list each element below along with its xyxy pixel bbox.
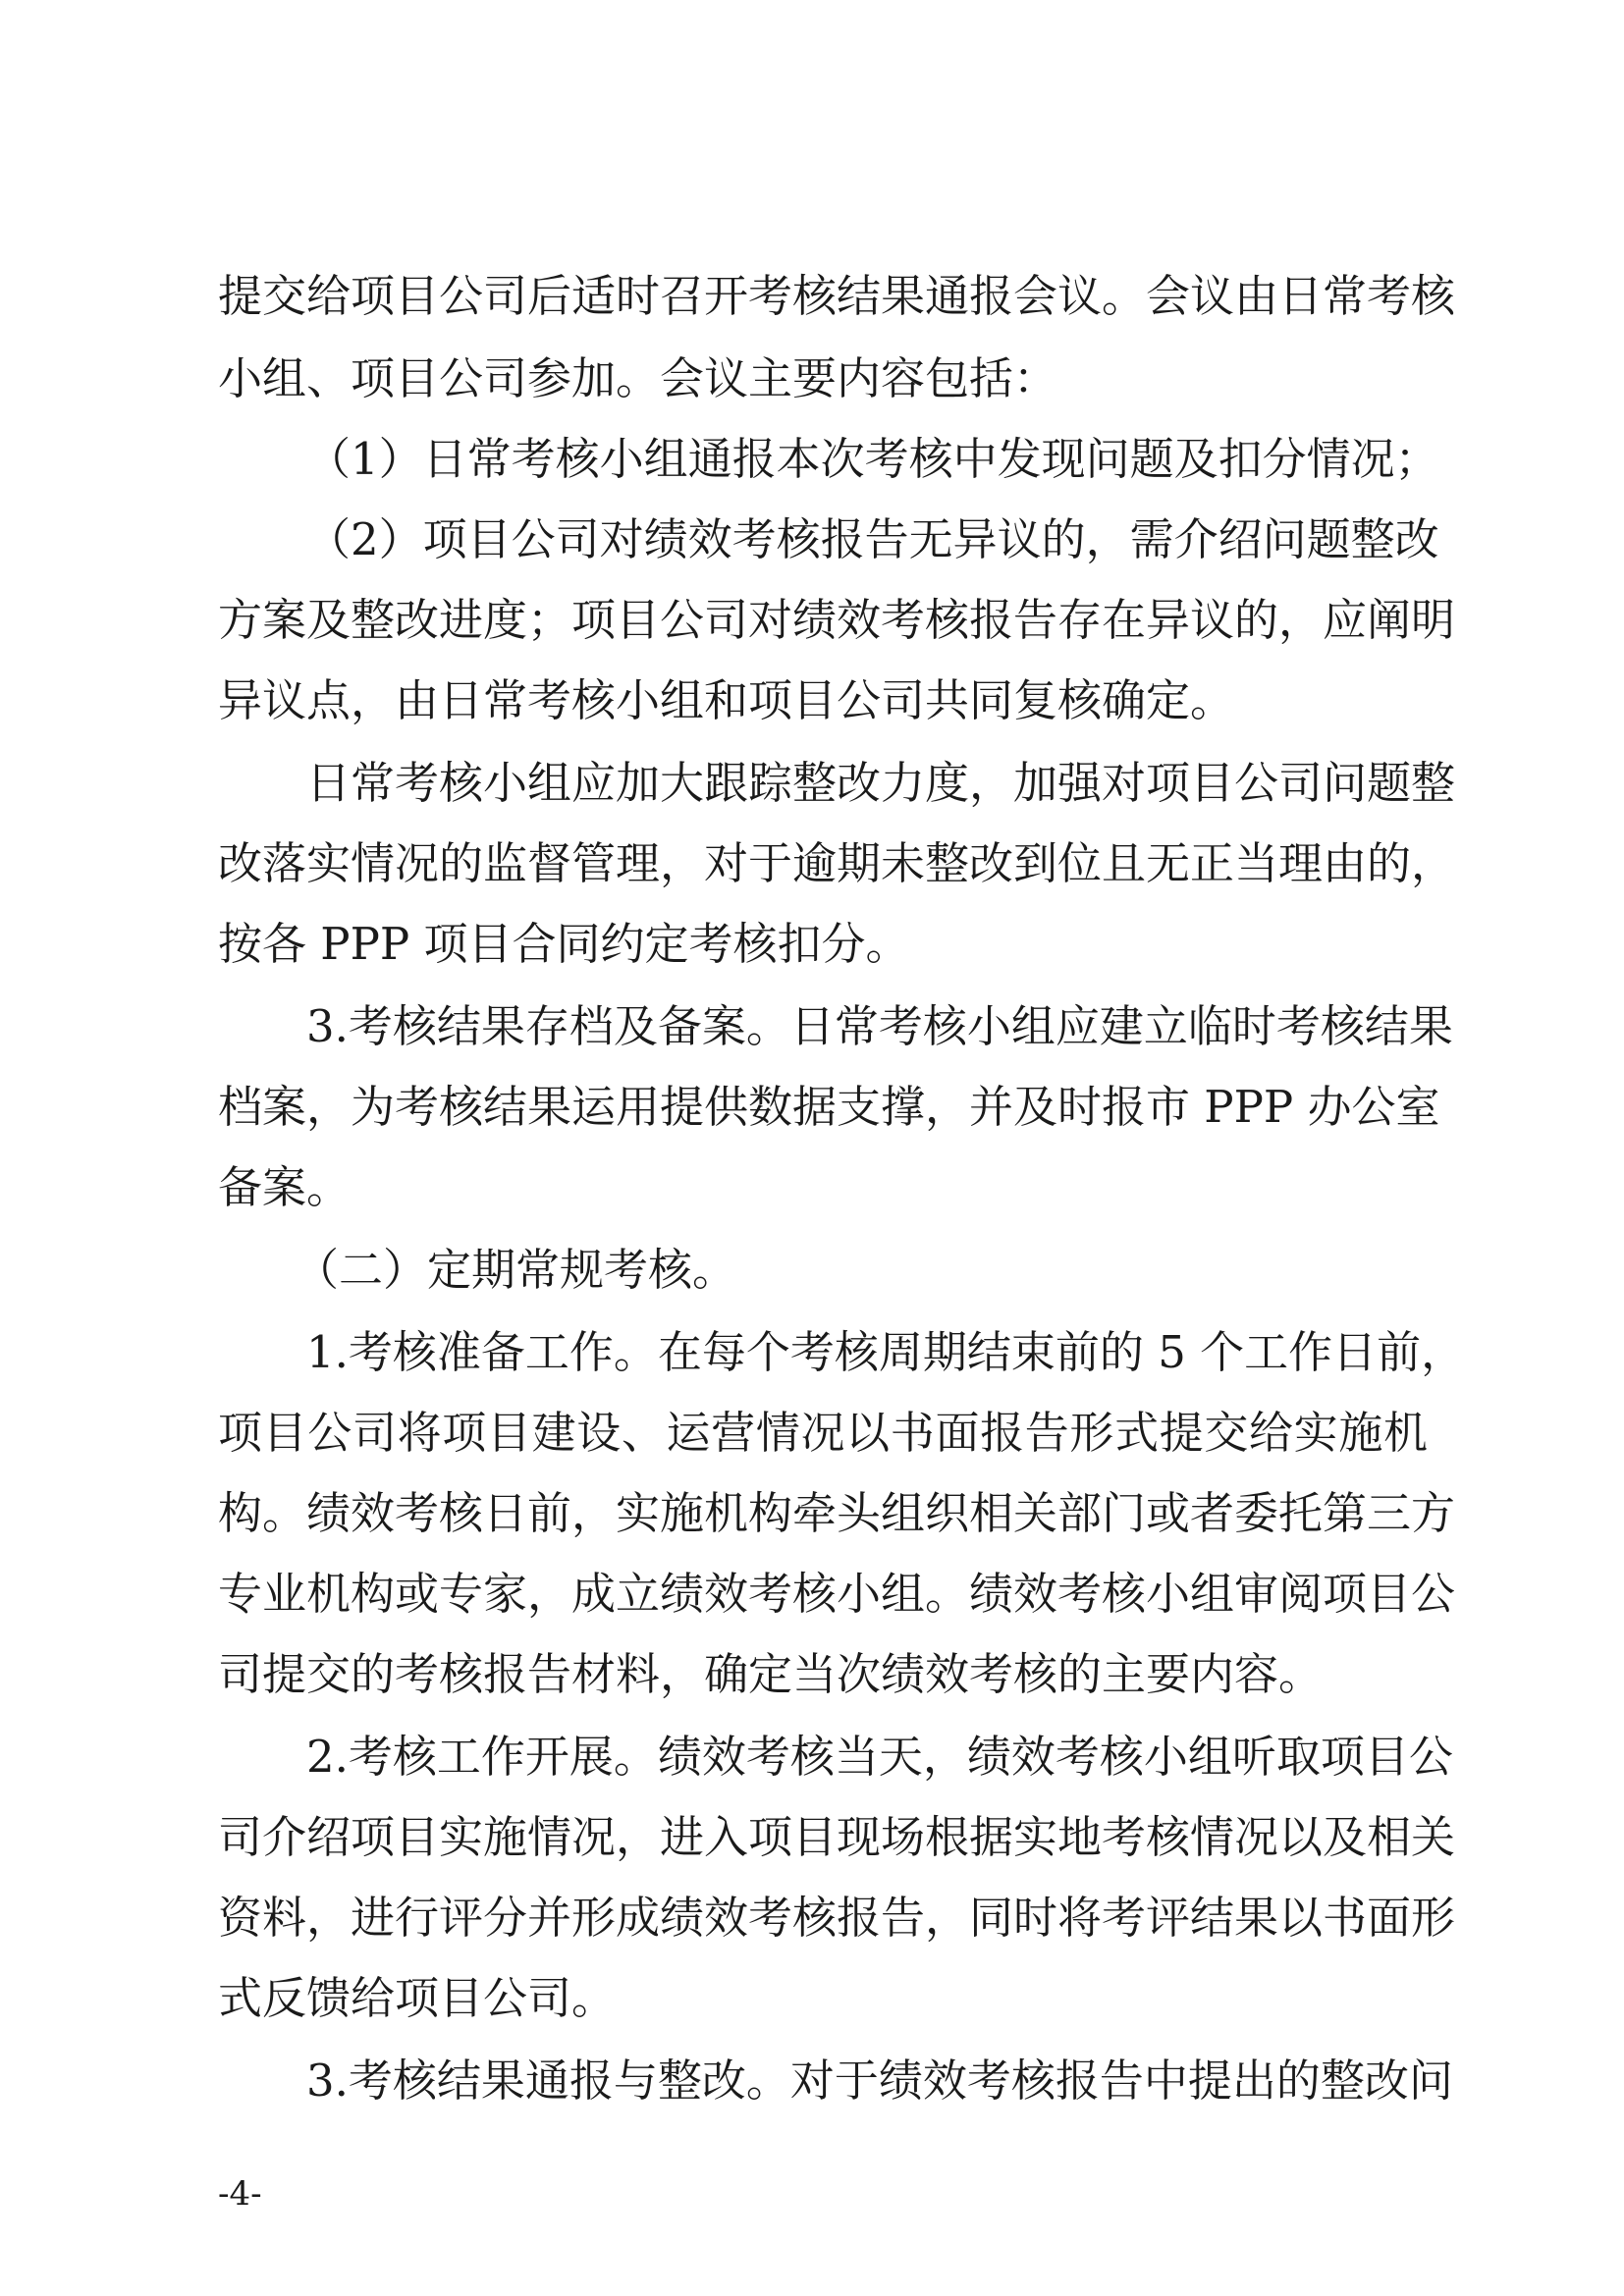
text-line (0, 1313, 1624, 1392)
text-line (0, 988, 1624, 1066)
list-item-text: （1）日常考核小组通报本次考核中发现问题及扣分情况； (306, 433, 1439, 485)
paragraph-text: 档案，为考核结果运用提供数据支撑，并及时报市 PPP 办公室 (218, 1081, 1440, 1133)
text-line (0, 905, 1624, 984)
paragraph-text: 小组、项目公司参加。会议主要内容包括： (218, 352, 1058, 404)
text-line (0, 257, 1624, 336)
page-number: -4- (218, 2174, 262, 2214)
list-item-text: （2）项目公司对绩效考核报告无异议的，需介绍问题整改 (306, 513, 1439, 565)
text-line (0, 581, 1624, 660)
text-line (0, 1394, 1624, 1472)
text-line (0, 1959, 1624, 2038)
paragraph-text: 3.考核结果通报与整改。对于绩效考核报告中提出的整改问 (306, 2055, 1453, 2107)
text-line (0, 662, 1624, 740)
text-line (0, 1231, 1624, 1309)
text-line (0, 420, 1624, 499)
paragraph-text: 1.考核准备工作。在每个考核周期结束前的 5 个工作日前， (306, 1326, 1466, 1378)
paragraph-text: 异议点，由日常考核小组和项目公司共同复核确定。 (218, 674, 1235, 726)
text-line (0, 1635, 1624, 1714)
text-line (0, 1474, 1624, 1553)
paragraph-text: 构。绩效考核日前，实施机构牵头组织相关部门或者委托第三方 (218, 1487, 1456, 1539)
paragraph-text: 日常考核小组应加大跟踪整改力度，加强对项目公司问题整 (306, 757, 1456, 809)
paragraph-text: 改落实情况的监督管理，对于逾期未整改到位且无正当理由的， (218, 837, 1456, 889)
text-line (0, 501, 1624, 579)
text-line (0, 1879, 1624, 1957)
paragraph-text: 司介绍项目实施情况，进入项目现场根据实地考核情况以及相关 (218, 1811, 1456, 1863)
text-line (0, 2042, 1624, 2120)
paragraph-text: 司提交的考核报告材料，确定当次绩效考核的主要内容。 (218, 1648, 1324, 1700)
paragraph-text: 专业机构或专家，成立绩效考核小组。绩效考核小组审阅项目公 (218, 1568, 1456, 1620)
text-line (0, 744, 1624, 823)
text-line (0, 1148, 1624, 1227)
text-line (0, 1555, 1624, 1633)
paragraph-text: 按各 PPP 项目合同约定考核扣分。 (218, 918, 910, 970)
paragraph-text: 2.考核工作开展。绩效考核当天，绩效考核小组听取项目公 (306, 1731, 1453, 1783)
text-line (0, 1068, 1624, 1147)
paragraph-text: 3.考核结果存档及备案。日常考核小组应建立临时考核结果 (306, 1000, 1453, 1052)
text-line (0, 825, 1624, 903)
section-heading: （二）定期常规考核。 (295, 1244, 737, 1296)
paragraph-text: 提交给项目公司后适时召开考核结果通报会议。会议由日常考核 (218, 270, 1456, 322)
paragraph-text: 资料，进行评分并形成绩效考核报告，同时将考评结果以书面形 (218, 1892, 1456, 1944)
paragraph-text: 方案及整改进度；项目公司对绩效考核报告存在异议的，应阐明 (218, 594, 1456, 646)
paragraph-text: 项目公司将项目建设、运营情况以书面报告形式提交给实施机 (218, 1407, 1428, 1459)
text-line (0, 1798, 1624, 1877)
text-line (0, 340, 1624, 418)
paragraph-text: 备案。 (218, 1161, 352, 1213)
paragraph-text: 式反馈给项目公司。 (218, 1972, 617, 2024)
text-line (0, 1718, 1624, 1796)
